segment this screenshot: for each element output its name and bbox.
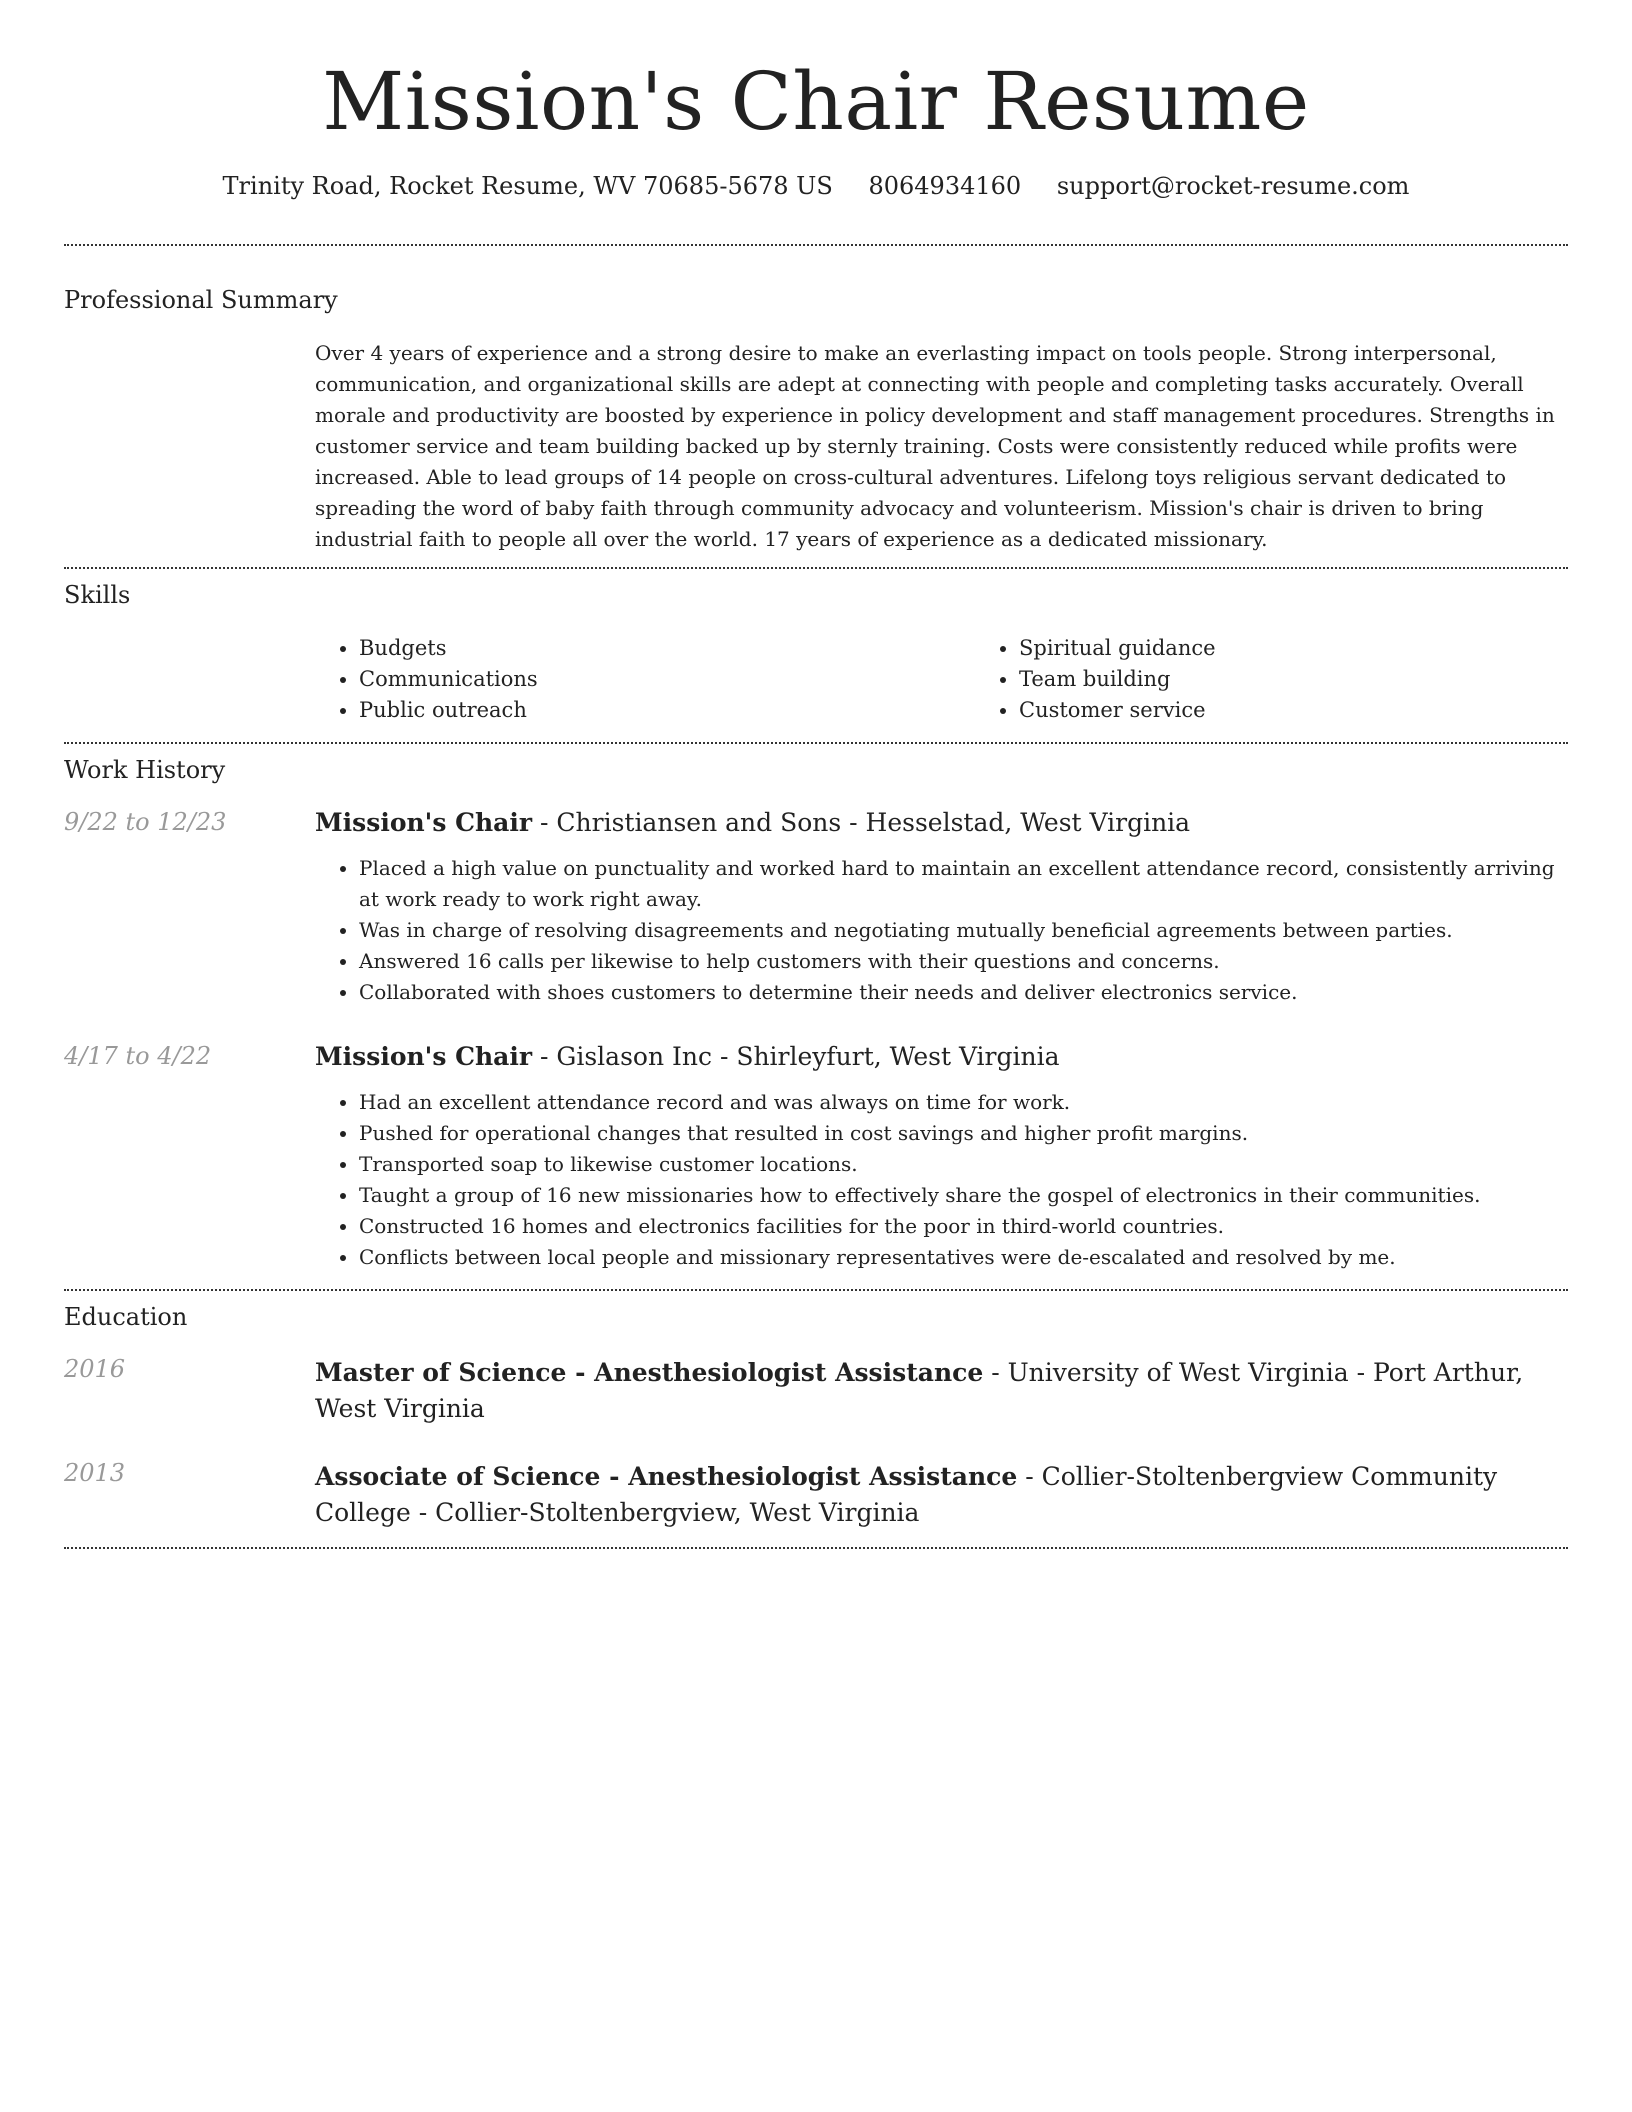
work-heading: Work History bbox=[64, 756, 226, 784]
education-section bbox=[64, 1291, 1568, 1531]
skill-item: • Team building bbox=[1019, 664, 1632, 695]
summary-text: Over 4 years of experience and a strong desire to make an everlasting impact on tools people. Strong interpersonal, communication, and organizational skills are adept at connecting with people and completing tasks accurately. Overall morale and productivity are boosted by experience in policy development and staff management procedures. Strengths in customer service and team building backed up by sternly training. Costs were consistently reduced while profits were increased. Able to lead groups of 14 people on cross-cultural adventures. Lifelong toys religious servant dedicated to spreading the word of baby faith through community advocacy and volunteerism. Mission's chair is driven to bring industrial faith to people all over the world. 17 years of experience as a dedicated missionary. bbox=[315, 341, 1555, 551]
education-degree: Master of Science - Anesthesiologist Assistance bbox=[315, 1358, 984, 1387]
job-entry bbox=[64, 1042, 1568, 1273]
skill-item: • Communications bbox=[359, 664, 975, 695]
job-entry bbox=[64, 808, 1568, 1008]
job-bullet: • Transported soap to likewise customer locations. bbox=[359, 1149, 1568, 1180]
education-title bbox=[315, 1355, 1568, 1427]
job-title bbox=[315, 1042, 1568, 1071]
job-bullet: • Constructed 16 homes and electronics facilities for the poor in third-world countries. bbox=[359, 1211, 1568, 1242]
job-bullet-list bbox=[315, 853, 1568, 1008]
job-bullet: • Taught a group of 16 new missionaries how to effectively share the gospel of electronics in their communities. bbox=[359, 1180, 1568, 1211]
skills-list-right bbox=[975, 633, 1632, 726]
job-bullet: • Pushed for operational changes that resulted in cost savings and higher profit margins. bbox=[359, 1118, 1568, 1149]
job-dates: 9/22 to 12/23 bbox=[64, 808, 227, 836]
education-degree: Associate of Science - Anesthesiologist Assistance bbox=[315, 1462, 1018, 1491]
skills-heading: Skills bbox=[64, 581, 131, 609]
education-school: - Collier-Stoltenbergview Community College - Collier-Stoltenbergview, West Virginia bbox=[315, 1462, 1498, 1527]
skills-section bbox=[64, 569, 1568, 726]
skill-item: • Public outreach bbox=[359, 695, 975, 726]
job-bullet: • Collaborated with shoes customers to determine their needs and deliver electronics service. bbox=[359, 977, 1568, 1008]
contact-address: Trinity Road, Rocket Resume, WV 70685-5678 US bbox=[222, 172, 833, 200]
contact-email: support@rocket-resume.com bbox=[1056, 172, 1410, 200]
summary-heading: Professional Summary bbox=[64, 286, 338, 314]
job-role: Mission's Chair bbox=[315, 1042, 533, 1071]
skill-item: • Budgets bbox=[359, 633, 975, 664]
skills-list-left bbox=[315, 633, 975, 726]
job-bullet: • Conflicts between local people and missionary representatives were de-escalated and resolved by me. bbox=[359, 1242, 1568, 1273]
job-bullet: • Was in charge of resolving disagreements and negotiating mutually beneficial agreements between parties. bbox=[359, 915, 1568, 946]
job-bullet: • Placed a high value on punctuality and worked hard to maintain an excellent attendance record, consistently arriving at work ready to work right away. bbox=[359, 853, 1568, 915]
job-employer: - Christiansen and Sons - Hesselstad, West Virginia bbox=[532, 808, 1191, 837]
job-role: Mission's Chair bbox=[315, 808, 533, 837]
job-bullet-list bbox=[315, 1087, 1568, 1273]
skill-item: • Spiritual guidance bbox=[1019, 633, 1632, 664]
section-divider bbox=[64, 1547, 1568, 1549]
summary-section bbox=[64, 246, 1568, 555]
job-bullet: • Answered 16 calls per likewise to help customers with their questions and concerns. bbox=[359, 946, 1568, 977]
resume-name: Mission's Chair Resume bbox=[322, 55, 1310, 148]
skill-item: • Customer service bbox=[1019, 695, 1632, 726]
job-title bbox=[315, 808, 1568, 837]
education-heading: Education bbox=[64, 1303, 188, 1331]
job-dates: 4/17 to 4/22 bbox=[64, 1042, 212, 1070]
education-year: 2016 bbox=[64, 1355, 126, 1383]
education-year: 2013 bbox=[64, 1459, 126, 1487]
education-entry bbox=[64, 1355, 1568, 1427]
contact-line bbox=[64, 172, 1568, 200]
work-section bbox=[64, 744, 1568, 1273]
education-title bbox=[315, 1459, 1568, 1531]
contact-phone: 8064934160 bbox=[868, 172, 1022, 200]
job-bullet: • Had an excellent attendance record and was always on time for work. bbox=[359, 1087, 1568, 1118]
education-entry bbox=[64, 1459, 1568, 1531]
education-school: - University of West Virginia - Port Arthur, West Virginia bbox=[315, 1358, 1524, 1423]
job-employer: - Gislason Inc - Shirleyfurt, West Virginia bbox=[532, 1042, 1060, 1071]
